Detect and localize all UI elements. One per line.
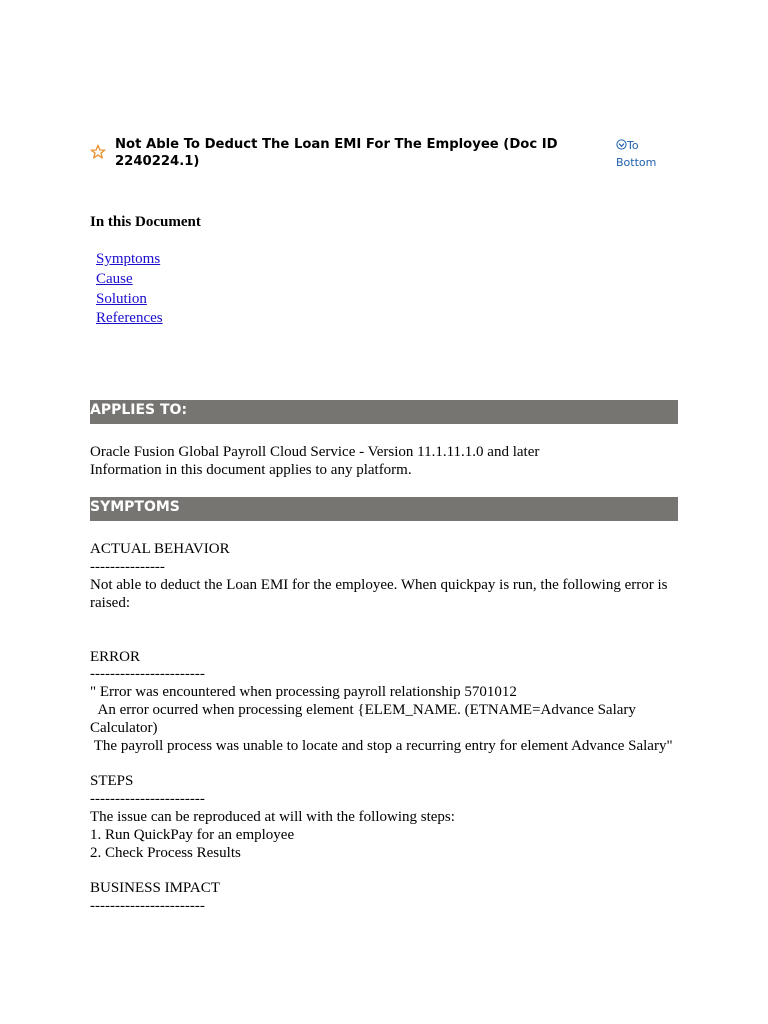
applies-to-platform: Information in this document applies to any platform. [90,462,412,478]
step-item-1: 1. Run QuickPay for an employee [90,827,295,843]
actual-behavior-text: Not able to deduct the Loan EMI for the employee. When quickpay is run, the following error is raised: [90,577,672,611]
business-impact-label: BUSINESS IMPACT [90,880,220,896]
star-icon[interactable] [90,144,106,160]
steps-intro: The issue can be reproduced at will with the following steps: [90,809,455,825]
toc-link-symptoms[interactable]: Symptoms [96,251,161,267]
steps-label: STEPS [90,773,134,789]
error-rule: ----------------------- [90,666,205,682]
toc-link-cause[interactable]: Cause [96,270,133,287]
to-bottom-link[interactable] [616,137,676,171]
symptoms-heading: SYMPTOMS [90,497,678,521]
actual-behavior-label: ACTUAL BEHAVIOR [90,541,230,557]
toc-link-references[interactable]: References [96,310,163,327]
actual-behavior-rule: --------------- [90,559,165,575]
error-line-2: An error ocurred when processing element {ELEM_NAME. (ETNAME=Advance Salary Calculator) [90,702,640,736]
step-item-2: 2. Check Process Results [90,845,241,861]
steps-rule: ----------------------- [90,791,205,807]
page-title: Not Able To Deduct The Loan EMI For The Employee (Doc ID 2240224.1) [115,137,558,169]
document-title-row [90,136,680,176]
error-label: ERROR [90,649,141,665]
error-line-1: " Error was encountered when processing payroll relationship 5701012 [90,684,517,700]
table-of-contents [96,250,163,329]
applies-to-heading: APPLIES TO: [90,400,678,424]
error-line-3: The payroll process was unable to locate and stop a recurring entry for element Advance Salary" [90,738,673,754]
down-arrow-circle-icon [616,138,627,149]
applies-to-version: Oracle Fusion Global Payroll Cloud Service - Version 11.1.11.1.0 and later [90,444,540,460]
business-impact-rule: ----------------------- [90,898,205,914]
toc-link-solution[interactable]: Solution [96,290,147,307]
toc-heading: In this Document [90,214,201,230]
to-bottom-label: To Bottom [616,139,657,169]
